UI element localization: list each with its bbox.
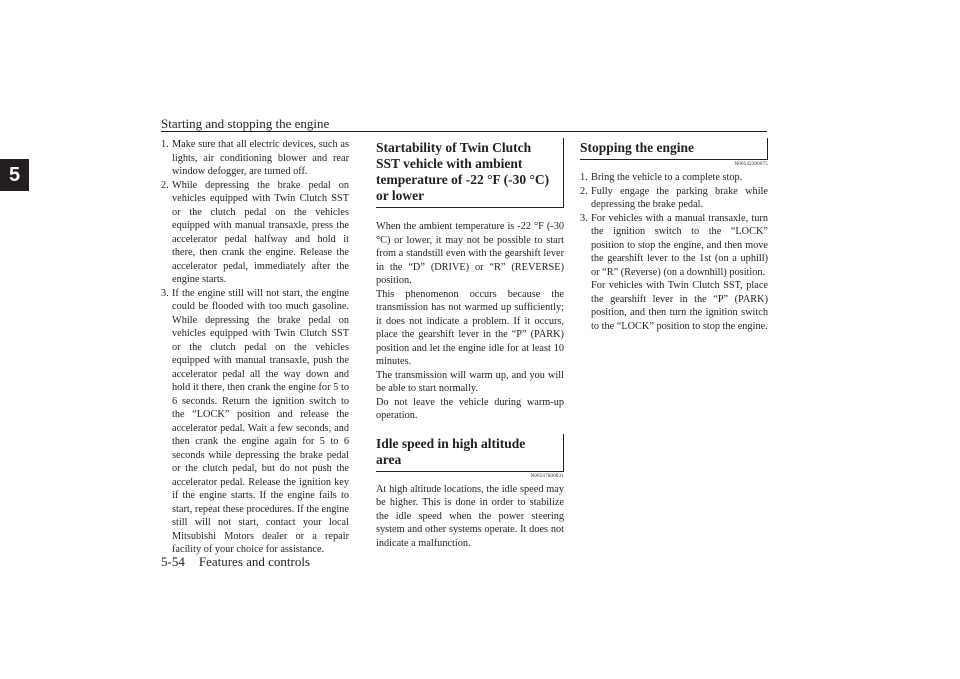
step-number: 1.	[161, 139, 169, 150]
page-number: 5-54	[161, 554, 185, 569]
step-text: Fully engage the parking brake while depressing the brake pedal.	[591, 185, 768, 210]
step-text: While depressing the brake pedal on vehicles equipped with Twin Clutch SST or the clutch pedal on the vehicles equipped with manual transaxle, press the accelerator pedal halfway and hold it there, then crank the engine. Release the accelerator pedal, immediately after the engine starts.	[172, 179, 349, 285]
paragraph: This phenomenon occurs because the transmission has not warmed up sufficiently; it does not indicate a problem. If it occurs, place the gearshift lever in the “P” (PARK) position and let the engine idle for at least 10 minutes.	[376, 288, 564, 367]
column-middle	[376, 138, 564, 550]
paragraph: Do not leave the vehicle during warm-up operation.	[376, 396, 564, 421]
paragraph: The transmission will warm up, and you will be able to start normally.	[376, 369, 564, 394]
list-item	[161, 179, 349, 287]
step-text-continued: For vehicles with Twin Clutch SST, place the gearshift lever in the “P” (PARK) position, and then turn the ignition switch to the “LOCK” position to stop the engine.	[591, 280, 768, 332]
page-title: Starting and stopping the engine	[161, 116, 330, 131]
header-divider	[161, 131, 767, 132]
paragraph: At high altitude locations, the idle speed may be higher. This is done in order to stabilize the idle speed when the power steering system and other systems operate. It does not indicate a malfunction.	[376, 483, 564, 549]
step-text: If the engine still will not start, the engine could be flooded with too much gasoline. While depressing the brake pedal on vehicles equipped with Twin Clutch SST or the clutch pedal on the vehicles equipped with manual transaxle, push the accelerator pedal all the way down and hold it there, then crank the engine for 5 to 6 seconds. Return the ignition switch to the “LOCK” position and release the accelerator pedal. Wait a few seconds, and then crank the engine again for 5 to 6 seconds while depressing the brake pedal or the clutch pedal, but do not push the accelerator pedal. Release the ignition key if the engine starts. If the engine fails to start, repeat these procedures. If the engine still will not start, contact your local Mitsubishi Motors dealer or a repair facility of your choice for assistance.	[172, 287, 349, 555]
list-item	[580, 212, 768, 334]
reference-code: N00542300075	[734, 162, 768, 167]
step-number: 3.	[580, 212, 588, 224]
section-heading-idle-speed: Idle speed in high altitude area	[376, 434, 564, 472]
step-text: For vehicles with a manual transaxle, turn the ignition switch to the “LOCK” position to stop the engine, and then move the gearshift lever to the 1st (on a uphill) or “R” (Reverse) (on a downhill) position.	[591, 212, 768, 278]
column-left	[161, 138, 349, 557]
list-item	[161, 287, 349, 557]
stopping-steps-list	[580, 171, 768, 333]
step-text: Make sure that all electric devices, such as lights, air conditioning blower and rear window defogger, are turned off.	[172, 139, 349, 177]
step-number: 2.	[161, 179, 169, 191]
starting-steps-list	[161, 138, 349, 557]
step-number: 1.	[580, 172, 588, 183]
step-number: 2.	[580, 185, 588, 197]
reference-code: N00547600031	[530, 473, 564, 479]
step-text: Bring the vehicle to a complete stop.	[591, 172, 743, 183]
footer-section: Features and controls	[198, 554, 311, 569]
list-item	[580, 185, 768, 212]
page-footer	[161, 554, 310, 570]
list-item	[161, 138, 349, 179]
column-right	[580, 138, 768, 333]
list-item	[580, 171, 768, 185]
section-heading-startability: Startability of Twin Clutch SST vehicle with ambient temperature of -22 °F (-30 °C) or lower	[376, 138, 564, 208]
paragraph: When the ambient temperature is -22 °F (-30 °C) or lower, it may not be possible to start from a standstill even with the gearshift lever in the “D” (DRIVE) or “R” (REVERSE) position.	[376, 221, 564, 286]
chapter-tab: 5	[0, 159, 29, 191]
section-heading-stopping: Stopping the engine	[580, 138, 768, 160]
step-number: 3.	[161, 287, 169, 299]
